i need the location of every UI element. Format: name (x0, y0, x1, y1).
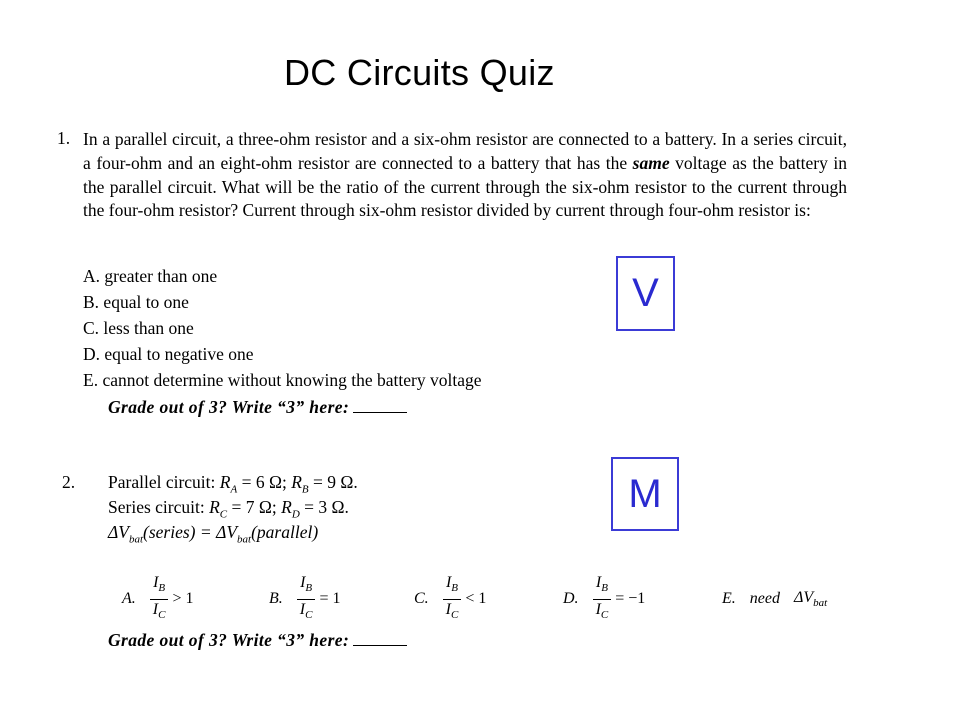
denominator-symbol: I (152, 600, 159, 618)
ra-symbol: R (219, 472, 231, 492)
fraction-denominator (593, 600, 612, 625)
choice-letter: A. (122, 590, 136, 607)
fraction (593, 573, 612, 624)
choice-letter: E. (722, 590, 736, 607)
rd-subscript: D (291, 508, 300, 521)
question-2-choice-c (414, 574, 486, 624)
rc-subscript: C (219, 508, 228, 521)
question-1-grade-label: Grade out of 3? Write “3” here: (108, 397, 350, 417)
fraction (150, 573, 169, 624)
question-1-grade-blank[interactable] (353, 398, 407, 413)
fraction-denominator (297, 600, 316, 625)
denominator-subscript: C (158, 608, 166, 621)
fraction (443, 573, 462, 624)
rb-value: = 9 Ω. (308, 472, 358, 492)
choice-e-var-symbol: ΔV (793, 588, 814, 606)
numerator-symbol: I (300, 574, 306, 592)
rb-symbol: R (291, 472, 302, 492)
numerator-symbol: I (445, 574, 452, 592)
ra-subscript: A (230, 483, 238, 496)
choice-relation: = −1 (615, 590, 646, 607)
question-2-parallel-line (108, 472, 358, 496)
choice-letter: D. (563, 590, 579, 607)
parallel-prefix: Parallel circuit: (108, 472, 220, 492)
question-2-grade-blank[interactable] (353, 631, 407, 646)
numerator-subscript: B (305, 582, 313, 595)
fraction-denominator (443, 600, 462, 625)
denominator-symbol: I (595, 600, 601, 618)
denominator-subscript: C (600, 608, 609, 621)
denominator-subscript: C (451, 608, 459, 621)
eq-mid: (series) = ΔV (143, 522, 238, 542)
denominator-subscript: C (305, 608, 313, 621)
question-2-equation (108, 522, 318, 546)
question-2-choice-a (122, 574, 193, 624)
fraction-numerator (297, 573, 315, 599)
numerator-subscript: B (601, 582, 608, 595)
question-2-choice-b (269, 574, 340, 624)
rd-value: = 3 Ω. (299, 497, 349, 517)
choice-relation: < 1 (465, 590, 487, 607)
question-1-option-a: A. greater than one (83, 266, 218, 286)
rd-symbol: R (281, 497, 292, 517)
fraction-numerator (443, 573, 461, 599)
choice-letter: B. (269, 590, 283, 607)
question-1-text-after: voltage as the battery in the parallel circuit. What will be the ratio of the current through the six-ohm resistor to the current through the four-ohm resistor? Current through six-ohm resistor divided by current through four-ohm resistor is: (83, 152, 848, 221)
choice-relation: = 1 (319, 590, 341, 607)
denominator-symbol: I (445, 600, 451, 618)
eq-right: (parallel) (251, 522, 319, 542)
question-2-grade-prompt (108, 630, 407, 651)
question-1-emphasis: same (632, 152, 670, 173)
question-1-grade-prompt (108, 397, 407, 418)
question-2-choice-e (722, 574, 827, 624)
question-2-choices (0, 574, 960, 624)
question-1-option-b: B. equal to one (83, 292, 189, 312)
numerator-symbol: I (595, 574, 602, 592)
numerator-subscript: B (158, 582, 166, 595)
fraction-numerator (593, 573, 611, 599)
eq-right-sub: bat (237, 533, 252, 546)
fraction-numerator (150, 573, 168, 599)
choice-e-var-subscript: bat (813, 597, 828, 610)
denominator-symbol: I (299, 600, 306, 618)
question-2-grade-label: Grade out of 3? Write “3” here: (108, 630, 350, 650)
question-2-number: 2. (62, 472, 76, 492)
question-1-option-d: D. equal to negative one (83, 344, 254, 364)
question-1-text (83, 128, 847, 223)
numerator-symbol: I (153, 574, 159, 592)
question-1-option-c: C. less than one (83, 318, 194, 338)
ra-value: = 6 Ω; (237, 472, 292, 492)
page-title: DC Circuits Quiz (284, 52, 555, 93)
choice-e-variable (794, 589, 827, 609)
question-1-text-before: In a parallel circuit, a three-ohm resistor and a six-ohm resistor are connected to a battery. In a series circuit, a four-ohm and an eight-ohm resistor are connected to a battery that has the (83, 129, 847, 173)
series-prefix: Series circuit: (108, 497, 210, 517)
question-2-choice-d (563, 574, 645, 624)
fraction (297, 573, 316, 624)
choice-relation: > 1 (172, 590, 194, 607)
question-1-number: 1. (57, 128, 71, 148)
eq-left: ΔV (108, 522, 129, 542)
question-2-series-line (108, 497, 349, 521)
question-1-option-e: E. cannot determine without knowing the battery voltage (83, 370, 482, 390)
eq-left-sub: bat (128, 533, 144, 546)
fraction-denominator (150, 600, 169, 625)
v-box: V (616, 256, 675, 331)
m-box: M (611, 457, 679, 531)
choice-e-text: need (749, 590, 780, 607)
rb-subscript: B (301, 483, 309, 496)
rc-symbol: R (209, 497, 220, 517)
rc-value: = 7 Ω; (227, 497, 282, 517)
numerator-subscript: B (451, 582, 459, 595)
choice-letter: C. (414, 590, 429, 607)
